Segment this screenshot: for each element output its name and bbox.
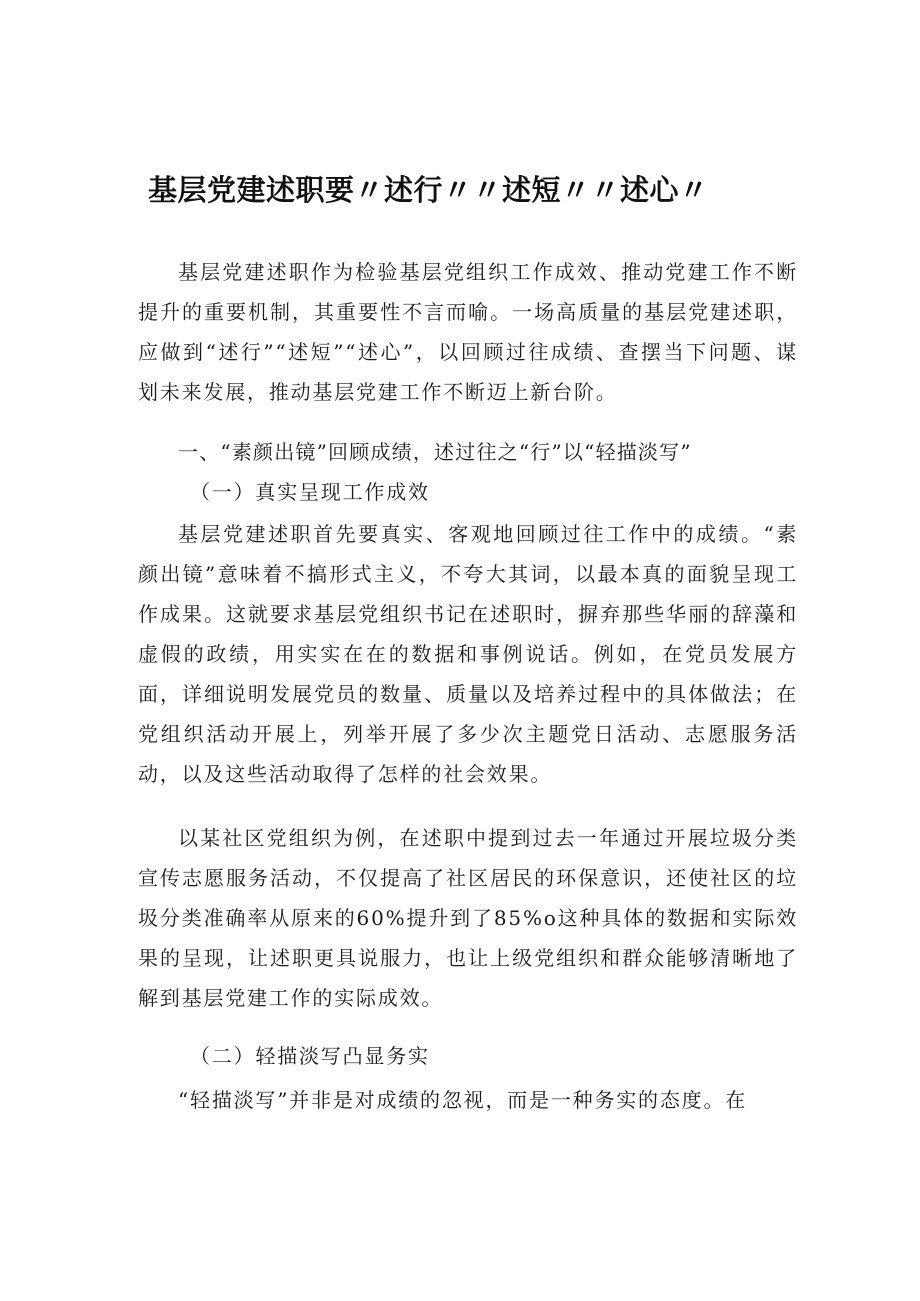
section-heading: 一、“素颜出镜”回顾成绩，述过往之“行”以“轻描淡写” — [178, 440, 692, 464]
document-title: 基层党建述职要〃述行〃〃述短〃〃述心〃 — [148, 173, 709, 207]
sub1-heading-block — [138, 472, 798, 512]
sub2-heading-block — [138, 1036, 798, 1076]
intro-paragraph: 基层党建述职作为检验基层党组织工作成效、推动党建工作不断提升的重要机制，其重要性不言而喻。一场高质量的基层党建述职，应做到“述行”“述短”“述心”，以回顾过往成绩、查摆当下问题、谋划未来发展，推动基层党建工作不断迈上新台阶。 — [138, 260, 798, 404]
paragraph: “轻描淡写”并非是对成绩的忽视，而是一种务实的态度。在 — [178, 1088, 748, 1112]
sub2-para1-block — [138, 1080, 798, 1120]
subsection-heading: （二）轻描淡写凸显务实 — [190, 1044, 430, 1068]
section1-heading-block — [138, 432, 798, 472]
paragraph: 基层党建述职首先要真实、客观地回顾过往工作中的成绩。“素颜出镜”意味着不搞形式主义，不夸大其词，以最本真的面貌呈现工作成果。这就要求基层党组织书记在述职时，摒弃那些华丽的辞藻和虚假的政绩，用实实在在的数据和事例说话。例如，在党员发展方面，详细说明发展党员的数量、质量以及培养过程中的具体做法；在党组织活动开展上，列举开展了多少次主题党日活动、志愿服务活动，以及这些活动取得了怎样的社会效果。 — [138, 522, 798, 786]
sub1-para2-block — [138, 818, 798, 1018]
subsection-heading: （一）真实呈现工作成效 — [190, 480, 430, 504]
paragraph: 以某社区党组织为例，在述职中提到过去一年通过开展垃圾分类宣传志愿服务活动，不仅提高了社区居民的环保意识，还使社区的垃圾分类准确率从原来的60%提升到了85%o这种具体的数据和实际效果的呈现，让述职更具说服力，也让上级党组织和群众能够清晰地了解到基层党建工作的实际成效。 — [138, 826, 798, 1010]
intro-block — [138, 252, 798, 412]
sub1-para1-block — [138, 514, 798, 794]
